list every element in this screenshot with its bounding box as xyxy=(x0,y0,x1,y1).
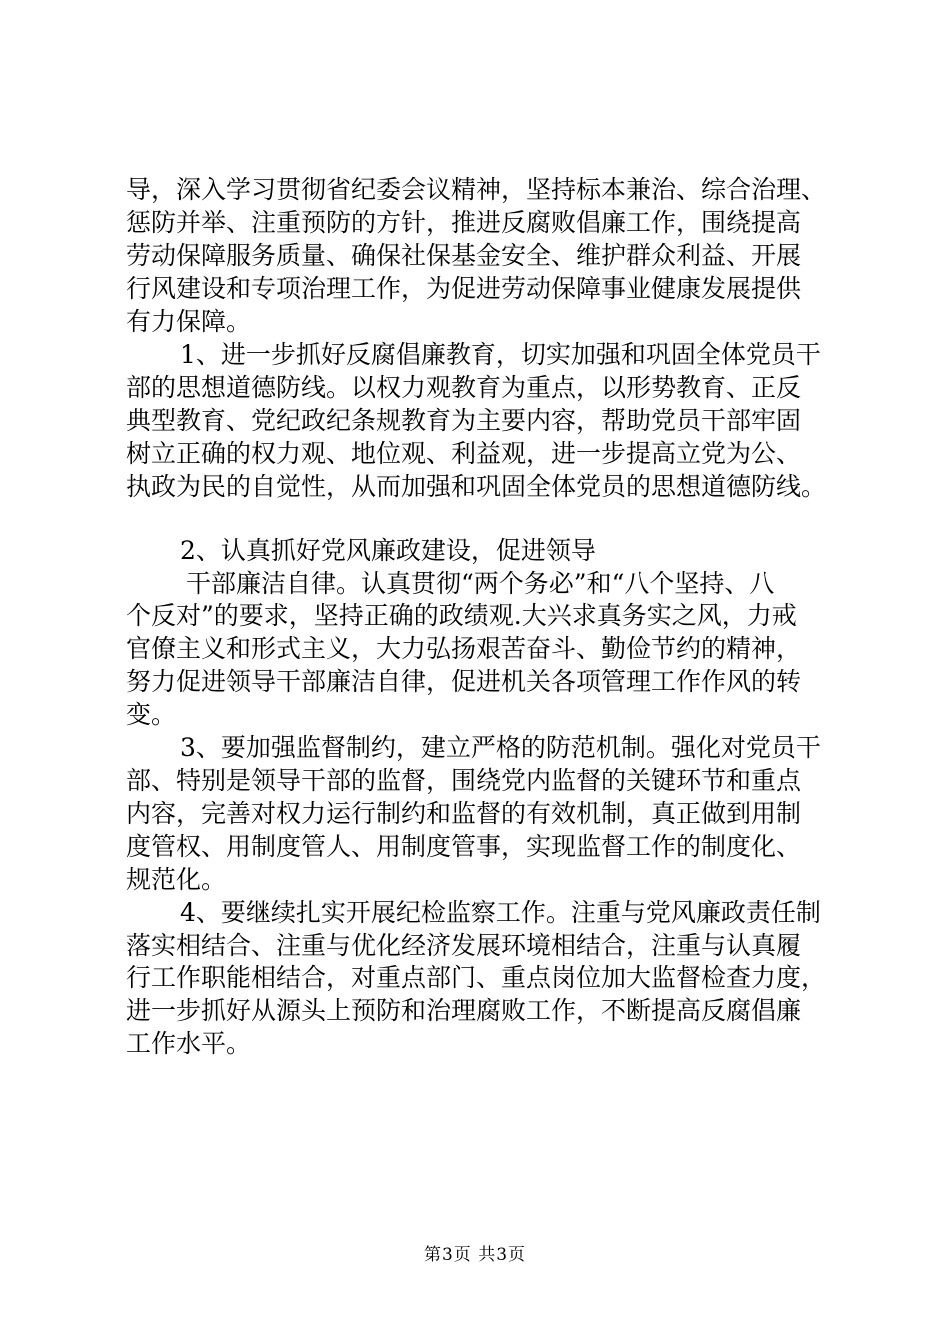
body-text-line: 惩防并举、注重预防的方针，推进反腐败倡廉工作，围绕提高 xyxy=(126,208,802,237)
body-text-line: 落实相结合、注重与优化经济发展环境相结合，注重与认真履 xyxy=(126,931,802,960)
body-text-line: 规范化。 xyxy=(126,865,227,894)
body-text-line: 树立正确的权力观、地位观、利益观，进一步提高立党为公、 xyxy=(126,439,802,468)
body-text-line: 导，深入学习贯彻省纪委会议精神，坚持标本兼治、综合治理、 xyxy=(126,175,827,204)
body-text-line: 行风建设和专项治理工作，为促进劳动保障事业健康发展提供 xyxy=(126,274,802,303)
body-text-line: 变。 xyxy=(126,700,177,729)
body-text-line: 行工作职能相结合，对重点部门、重点岗位加大监督检查力度， xyxy=(126,963,827,992)
paragraph-1-start: 1、进一步抓好反腐倡廉教育，切实加强和巩固全体党员干 xyxy=(180,340,821,369)
body-text-line: 官僚主义和形式主义，大力弘扬艰苦奋斗、勤俭节约的精神， xyxy=(126,634,802,663)
body-text-line: 部、特别是领导干部的监督，围绕党内监督的关键环节和重点 xyxy=(126,766,802,795)
body-text-line: 有力保障。 xyxy=(126,307,252,336)
paragraph-3-start: 3、要加强监督制约，建立严格的防范机制。强化对党员干 xyxy=(180,733,821,762)
body-text-line: 部的思想道德防线。以权力观教育为重点，以形势教育、正反 xyxy=(126,373,802,402)
page-number-footer: 第3页 共3页 xyxy=(423,1245,527,1265)
body-text-line: 执政为民的自觉性，从而加强和巩固全体党员的思想道德防线。 xyxy=(126,472,827,501)
body-text-line: 度管权、用制度管人、用制度管事，实现监督工作的制度化、 xyxy=(126,832,802,861)
body-text-line: 进一步抓好从源头上预防和治理腐败工作，不断提高反腐倡廉 xyxy=(126,996,802,1025)
body-text-line: 典型教育、党纪政纪条规教育为主要内容，帮助党员干部牢固 xyxy=(126,406,802,435)
body-text-line: 工作水平。 xyxy=(126,1029,252,1058)
body-text-line: 干部廉洁自律。认真贯彻“两个务必”和“八个坚持、八 xyxy=(186,569,775,598)
body-text-line: 个反对”的要求，坚持正确的政绩观.大兴求真务实之风，力戒 xyxy=(126,601,797,630)
body-text-line: 内容，完善对权力运行制约和监督的有效机制，真正做到用制 xyxy=(126,799,802,828)
body-text-line: 努力促进领导干部廉洁自律，促进机关各项管理工作作风的转 xyxy=(126,667,802,696)
paragraph-2-start: 2、认真抓好党风廉政建设，促进领导 xyxy=(180,536,596,565)
body-text-line: 劳动保障服务质量、确保社保基金安全、维护群众利益、开展 xyxy=(126,241,802,270)
paragraph-4-start: 4、要继续扎实开展纪检监察工作。注重与党风廉政责任制 xyxy=(180,898,821,927)
